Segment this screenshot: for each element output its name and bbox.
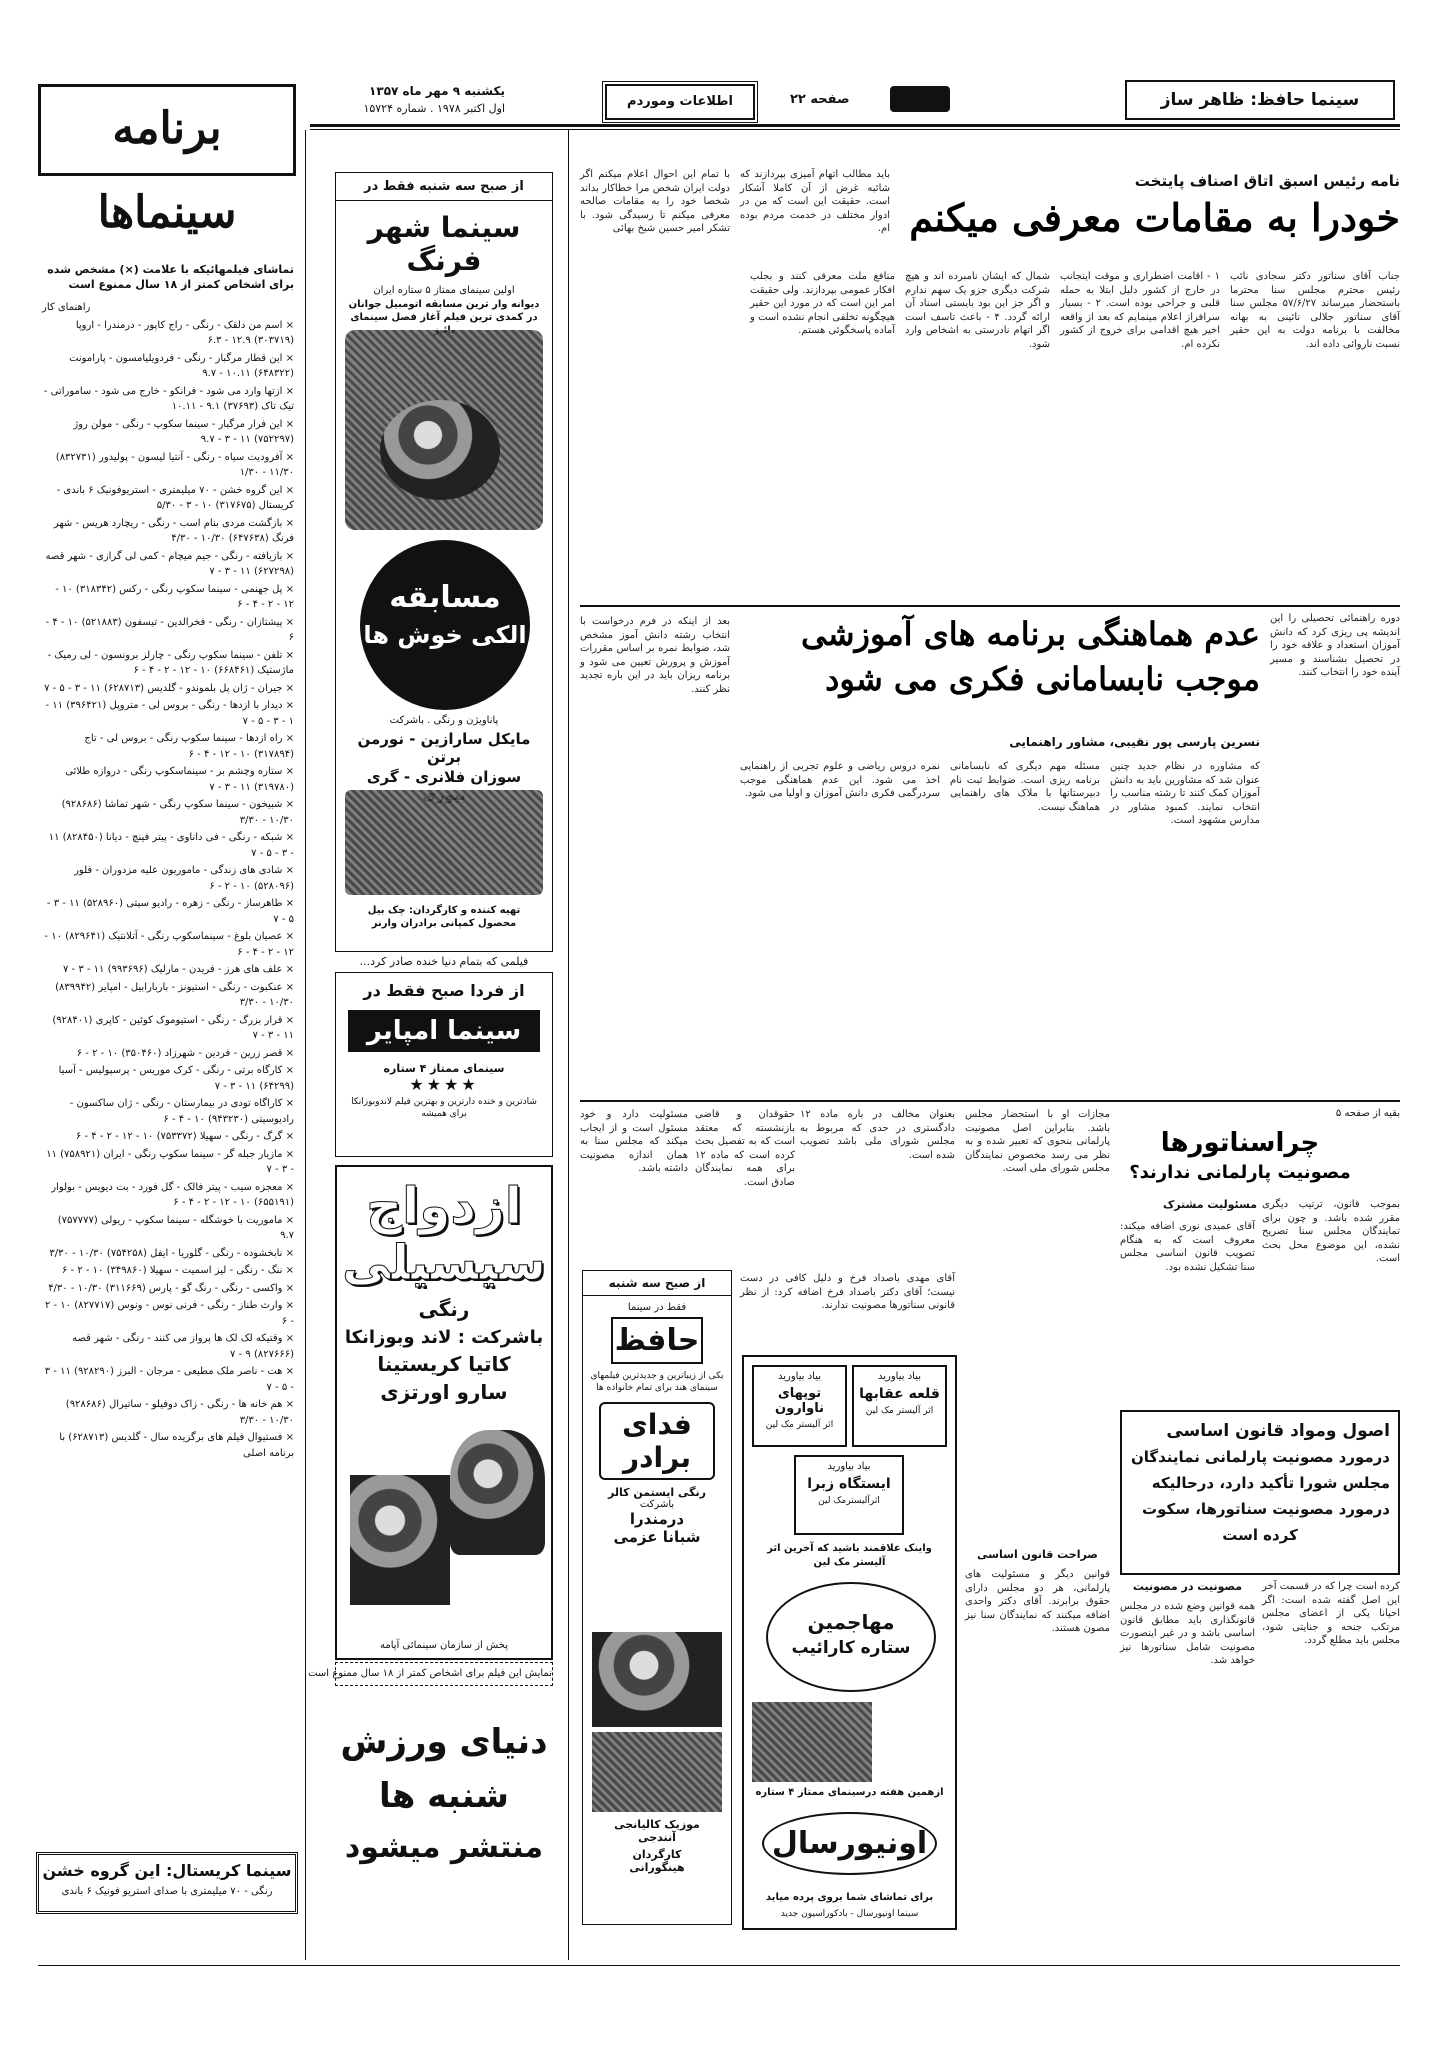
listing-item: × قرار بزرگ - رنگی - استیوموک کوئین - کاپری (۹۲۸۴۰۱) ۱۱ - ۳ - ۷ [52, 1014, 294, 1041]
hafez-title-1: فدای [622, 1408, 692, 1441]
article3-col-e: مجازات او با استحضار مجلس باشد. بنابراین اصل مصونیت پارلمانی بنحوی که تعبیر شده و به نظر می رسد مخصوص نمایندگان مجلس شورای ملی است. [965, 1109, 1110, 1174]
shahr-title-2: الکی خوش ها [363, 621, 527, 649]
crystal-title: سینما کریستال: این گروه خشن [42, 1861, 292, 1880]
hafez-credits [592, 1818, 722, 1874]
article2-col-2: که مشاوره در نظام جدید چنین عنوان شد که مشاورین باید به دانش آموزان کمک کنند تا رشته مناسب را انتخاب نمایند. کمبود مشاور در مدارس مشهود است. [1110, 761, 1260, 826]
uni-title-badge [766, 1582, 936, 1692]
listing-item: × بازگشت مردی بنام اسب - رنگی - ریچارد هریس - شهر فرنگ (۶۴۷۶۳۸) ۱۰/۳۰ - ۴/۳۰ [53, 517, 294, 544]
uni-week: ازهمین هفته درسینمای ممتاز ۴ ستاره [755, 1787, 944, 1798]
marriage-cast-1: باشرکت : لاند وبوزانکا [344, 1327, 544, 1348]
article2-title-2: موجب نابسامانی فکری می شود [825, 660, 1260, 698]
uni-title-1: مهاجمین [807, 1610, 895, 1634]
distrib-line: پخش از سازمان سینمائی آپامه [380, 1640, 508, 1651]
uni-strip: واینک علاقمند باشید که آخرین اثر آلیستر مک لین [767, 1543, 932, 1568]
uni-foot: برای تماشای شما بروی پرده میاید [765, 1892, 934, 1903]
uni-photo [752, 1702, 872, 1782]
hafez-title-2: برادر [622, 1441, 692, 1474]
article3-col-c: کرده است چرا که در قسمت آخر این اصل گفته شده است: اگر احیانا یکی از اعضای مجلس مرتکب جنحه و جنایتی شود، مجلس باید مطلع گردد. [1262, 1581, 1400, 1646]
crystal-box [36, 1852, 298, 1914]
hafez-music2: آنندجی [638, 1831, 676, 1844]
article1-title: خودرا به مقامات معرفی میکنم [909, 195, 1400, 240]
article2-title-1: عدم هماهنگی برنامه های آموزشی [801, 615, 1260, 653]
hafez-cinema: حافظ [611, 1317, 703, 1364]
marriage-photo-2 [450, 1430, 545, 1555]
marriage-type: رنگی [418, 1297, 470, 1321]
sports-line-1: دنیای ورزش [340, 1722, 548, 1762]
listing-item: × این فرار مرگبار - سینما سکوپ - رنگی - مولن روژ (۷۵۲۲۹۷) ۱۱ - ۳ - ۹.۷ [73, 418, 294, 445]
ad-sports [335, 1700, 553, 1920]
uni-box-1 [852, 1365, 947, 1447]
header-paper-box [605, 84, 755, 120]
shahr-prod [345, 905, 543, 929]
page-number: صفحه ۲۲ [790, 92, 850, 107]
article3-sub: بقیه از صفحه ۵ [1335, 1108, 1400, 1119]
sports-line-3: منتشر میشود [344, 1830, 544, 1865]
article3-quote-box [1120, 1410, 1400, 1575]
listing-item: × دیدار با ازدها - رنگی - بروس لی - متروپل (۳۹۶۴۲۱) ۱۱ - ۱ - ۳ - ۵ - ۷ [45, 700, 294, 727]
quote-line-1: اصول ومواد قانون اساسی [1166, 1421, 1390, 1441]
article1-col-4: منافع ملت معرفی کنند و بجلب افکار عمومی بپردازند. ولی حقیقت امر این است که در مورد این حقیر هیچگونه تخلفی انجام نشده است و آماده پاسخگوئی هستم. [750, 271, 895, 336]
header-logo [890, 86, 950, 112]
listing-item: × وارث طناز - رنگی - فرنی نوس - ونوس (۸۲۷۷۱۷) ۱۰ - ۲ - ۶ [44, 1300, 294, 1327]
listings-masthead [38, 84, 296, 238]
listing-item: × شبکه - رنگی - فی داناوی - پیتر فینچ - دیانا (۸۲۸۴۵۰) ۱۱ - ۳ - ۵ - ۷ [48, 832, 294, 859]
uni-box-2 [752, 1365, 847, 1447]
listings-list [42, 300, 294, 1835]
shahr-credits-1: پاناویژن و رنگی . باشرکت [389, 715, 499, 726]
ads-divider [568, 130, 569, 1960]
shahr-title-1: مسابقه [389, 580, 501, 615]
crystal-desc: رنگی - ۷۰ میلیمتری با صدای استریو فونیک ۶ باندی [61, 1886, 273, 1897]
marriage-title-2: سیسیلی [342, 1235, 546, 1291]
listing-item: × ستاره وچشم بر - سینماسکوپ رنگی - دروازه طلائی (۳۱۹۷۸۰) ۱۱ - ۳ - ۷ [65, 766, 294, 793]
listing-item: × هت - ناصر ملک مطیعی - مرجان - البرز (۹۲۸۲۹۰) ۱۱ - ۳ - ۵ - ۷ [44, 1366, 294, 1393]
hafez-director: کارگردان [632, 1848, 682, 1861]
marriage-cast-2: کاتیا کریستینا [377, 1352, 511, 1376]
shahr-prod-2: محصول کمپانی برادران وارنر [371, 918, 517, 929]
shahr-credits-3: سوزان فلانری - گری [366, 768, 522, 786]
shahr-top: از صبح سه شنبه فقط در [336, 173, 552, 201]
empire-top-line: فیلمی که بتمام دنیا خنده صادر کرد... [359, 955, 529, 968]
listing-item: × معجزه سیب - پیتر فالک - گل فورد - بت دیویس - بولوار (۶۵۵۱۹۱) ۱۰ - ۱۲ - ۲ - ۴ - ۶ [51, 1181, 294, 1208]
listing-item: × پل جهنمی - سینما سکوپ رنگی - رکس (۳۱۸۳۴۲) ۱۰ - ۱۲ - ۲ - ۴ - ۶ [55, 583, 294, 610]
article3-col-j: آقای مهدی باصداد فرخ و دلیل کافی در دست نیست؛ آقای دکتر باصداد فرخ اضافه کرد: از نظر قانونی سناتورها مصونیت ندارند. [740, 1273, 955, 1311]
quote-line-4: درمورد مصونیت سناتورها، سکوت [1142, 1500, 1390, 1518]
hafez-top2: فقط در سینما [627, 1302, 687, 1313]
article3-col-d: همه قوانین وضع شده در مجلس قانونگذاری باید مطابق قانون اساسی باشد و در غیر اینصورت مصونیت شامل سناتورها نیز خواهد شد. [1120, 1601, 1255, 1666]
notice-box [308, 1662, 553, 1686]
article3-col-i: مسئولیت دارد و خود مسئول است و از ایجاب میکند که مجلس سنا به همان اندازه مصونیت داشته باشد. [580, 1109, 688, 1174]
hafez-music: موزیک کالیانجی [614, 1818, 700, 1831]
empire-top-2: از فردا صبح فقط در [363, 981, 525, 1000]
hafez-desc: یکی از زیباترین و جدیدترین فیلمهای سینمای هند برای تمام خانواده ها [590, 1371, 724, 1393]
shahr-desc: اولین سینمای ممتاز ۵ ستاره ایران [373, 285, 515, 296]
hafez-photo-1 [592, 1632, 722, 1727]
article3-col-b: آقای عمیدی نوری اضافه میکند: معروف است که به هنگام تصویب قانون اساسی مجلس سنا تشکیل نشده بود. [1120, 1221, 1255, 1273]
listing-item: × کارگاه برتی - رنگی - کرک موریس - پرسپولیس - آسیا (۶۴۲۹۹) ۱۱ - ۳ - ۷ [58, 1065, 294, 1092]
listings-divider [305, 130, 306, 1960]
notice-text: نمایش این فیلم برای اشخاص کمتر از ۱۸ سال ممنوع است [308, 1668, 552, 1679]
listing-item: × مازیار جبله گر - سینما سکوپ رنگی - ایران (۷۵۸۹۲۱) ۱۱ - ۳ - ۷ [46, 1148, 294, 1175]
listing-item: × شبیخون - سینما سکوپ رنگی - شهر تماشا (۹۲۸۶۸۶) ۱۰/۳۰ - ۳/۳۰ [61, 799, 294, 826]
date-line-2: اول اکتبر ۱۹۷۸ . شماره ۱۵۷۲۴ [363, 102, 505, 115]
uni-a2c: اثر آلیستر مک لین [765, 1420, 834, 1430]
article1-col-3: شمال که ایشان نامبرده اند و هیچ شرکت دیگری جزو یک سهم ندارم و اگر جز این بود بایستی اسناد آن ارائه گردد. ۴ - باعث تاسف است اگر اتهام نادرستی به اشخاص وارد شود. [905, 271, 1050, 350]
hafez-title-box [599, 1402, 715, 1480]
listing-item: × وقتیکه لک لک ها پرواز می کنند - رنگی - شهر قصه (۸۲۷۶۶۶) ۹ - ۷ [72, 1333, 294, 1360]
uni-a3: بیاد بیاورید [827, 1461, 871, 1472]
article2-col-3: مسئله مهم دیگری که نابسامانی برنامه ریزی است. ضوابط ثبت نام دبیرستانها با ملاک های راهنمایی هماهنگ نیست. [950, 761, 1100, 813]
listing-item: × راه ازدها - سینما سکوپ رنگی - بروس لی - تاج (۳۱۷۸۹۴) ۱۰ - ۱۲ - ۴ - ۶ [84, 733, 294, 760]
shahr-desc2: دیوانه وار ترین مسابقه اتومبیل جوانان در کمدی ترین فیلم آغاز فصل سینمای [348, 299, 540, 323]
listing-item: × کاراگاه تودی در بیمارستان - رنگی - ژان ساکسون - رادیوسیتی (۹۴۳۲۳۰) ۱۰ - ۴ - ۶ [69, 1098, 294, 1125]
masthead-title: برنامه سینماها [97, 103, 237, 238]
listing-item: × ننگ - رنگی - لیز اسمیت - سهیلا (۳۴۹۸۶۰) ۱۰ - ۲ - ۶ [61, 1265, 294, 1276]
listing-item: × ماموریت با خوشگله - سینما سکوپ - ریولی (۷۵۷۷۷۷) ۹.۷ [57, 1214, 294, 1241]
shahr-photo-3 [345, 790, 543, 895]
article1-col-2: ۱ - اقامت اضطراری و موقت اینجانب در خارج از کشور دلیل ابتلا به حمله قلبی و جراحی بوده است. ۲ - بسیار سرافراز اعلام مینمایم که بعد از واقعه اخیر هیچ اقدامی برای خروج از کشور نکرده ام. [1060, 271, 1220, 350]
ad-universal [742, 1355, 957, 1930]
bottom-rule [38, 1965, 1400, 1966]
uni-title-2: ستاره کارائیب [791, 1638, 911, 1658]
listing-item: × اسم من دلقک - رنگی - راج کاپور - درمندرا - اروپا (۳۰۳۷۱۹) ۱۲.۹ - ۶.۳ [75, 319, 294, 346]
shahr-prod-1: تهیه کننده و کارگردان: چک بیل [367, 905, 521, 916]
article1-kicker: نامه رئیس اسبق اتاق اصناف پایتخت [1134, 172, 1400, 190]
article1-col-5: باید مطالب اتهام آمیزی بپردازند که شائبه غرض از آن کاملا آشکار است. حقیقت این است که من در ادوار مختلف در خدمت مردم بوده ام. [740, 169, 890, 234]
listing-item: × آفرودیت سیاه - رنگی - آنتیا لیسون - پولیدور (۸۳۲۷۳۱) ۱۱/۳۰ - ۱/۳۰ [55, 451, 294, 478]
listing-item: × بازیافته - رنگی - جیم میچام - کمی لی گرازی - شهر قصه (۶۲۷۲۹۸) ۱۱ - ۳ - ۷ [45, 550, 294, 577]
empire-desc2: شادترین و خنده دارترین و بهترین فیلم لاندوبوزانکا برای همیشه [351, 1097, 537, 1119]
listing-item: × طاهرساز - رنگی - زهره - رادیو سیتی (۵۲۸۹۶۰) ۱۱ - ۳ - ۵ - ۷ [46, 898, 294, 925]
uni-box-3 [794, 1455, 904, 1535]
quote-line-3: مجلس شورا تأکید دارد، درحالیکه [1151, 1474, 1390, 1492]
header-rule-thin [310, 129, 1400, 130]
hafez-cast-2: درمندرا [629, 1510, 685, 1528]
hafez-cast-3: شبانا عزمی [613, 1528, 701, 1546]
shahr-credits-2: مایکل سارازین - نورمن برتن [357, 730, 531, 766]
listing-item: × این گروه خشن - ۷۰ میلیمتری - استریوفونیک ۶ باندی - کریستال (۳۱۷۶۷۵) ۱۰ - ۳ - ۵/۳۰ [56, 484, 294, 511]
quote-line-5: کرده است [1222, 1526, 1298, 1544]
hafez-top: از صبح سه شنبه [583, 1271, 731, 1296]
uni-a1b: قلعه عقابها [859, 1386, 940, 1402]
hafez-cast-1: باشرکت [639, 1499, 675, 1510]
uni-a3c: اثرآلیسترمک لین [818, 1496, 880, 1506]
article3-title-2: مصونیت پارلمانی ندارند؟ [1129, 1162, 1351, 1183]
listing-item: × این قطار مرگبار - رنگی - فردویلیامسون - پارامونت (۶۴۸۳۲۲) ۱۰.۱۱ - ۹.۷ [69, 352, 294, 379]
listing-item: × قصر زرین - فردین - شهرزاد (۳۵۰۴۶۰) ۱۰ - ۲ - ۶ [76, 1047, 294, 1059]
listing-item: راهنمای کار [42, 302, 91, 313]
quote-line-2: درمورد مصونیت پارلمانی نمایندگان [1130, 1448, 1390, 1466]
listing-item: × عصیان بلوغ - سینماسکوپ رنگی - آتلانتیک (۸۲۹۶۴۱) ۱۰ - ۱۲ - ۲ - ۴ - ۶ [44, 931, 294, 958]
article1-rule [580, 605, 1400, 607]
listing-item: × گرگ - رنگی - سهیلا (۷۵۳۳۷۲) ۱۰ - ۱۲ - ۲ - ۴ - ۶ [75, 1131, 294, 1142]
article2-col-4: نمره دروس ریاضی و علوم تجربی از راهنمایی اخذ می شود. این عدم هماهنگی موجب سردرگمی فکری دانش آموزان و اولیا می شود. [740, 761, 940, 799]
ad-empire [335, 972, 553, 1157]
article2-col-1: دوره راهنمائی تحصیلی را این اندیشه پی ریزی کرد که دانش آموزان استعداد و علاقه خود را در تحصیل بشناسند و مسیر آینده خود را انتخاب کنند. [1270, 613, 1400, 678]
header-rule [310, 124, 1400, 127]
article3-col-g: بعنوان مخالف در باره ماده ۱۲ دادگستری در حدی که مربوط به مجلس شورای ملی باشد تصویب شده است. [800, 1109, 955, 1161]
article1-col-1: جناب آقای سناتور دکتر سجادی نائب رئیس محترم مجلس سنا محترما باستحضار میرساند ۵۷/۶/۲۷ مجلس سنا آقای سناتور جلالی نائینی به بهانه مخالفت با برنامه دولت به این حقیر نسبت ناروائی داده اند. [1230, 271, 1401, 350]
article3-sub2: مسئولیت مشترک [1162, 1198, 1258, 1211]
article2-col-5: بعد از اینکه در فرم درخواست با انتخاب رشته دانش آموز مشخص شد، ضوابط نمره بر اساس مقررات آموزش و پرورش تعیین می شود و برنامه ریزان باید در این باره تجدید نظر کنند. [580, 616, 730, 695]
shahr-badge [360, 540, 530, 710]
uni-a1c: اثر آلیستر مک لین [865, 1406, 934, 1416]
listing-item: × جیران - ژان پل بلموندو - گلدیس (۶۲۸۷۱۳) ۱۱ - ۳ - ۵ - ۷ [44, 682, 294, 694]
article3-col-f: قوانین دیگر و مسئولیت های پارلمانی، هر دو مجلس دارای حقوق برابرند. آقای دکتر واحدی اضافه میکنند که نمایندگان سنا نیز مصون هستند. [965, 1569, 1110, 1634]
sports-line-2: شنبه ها [379, 1776, 509, 1816]
listing-item: × عنکبوت - رنگی - استیونز - باربارابیل - امپایر (۸۳۹۹۴۲) ۱۰/۳۰ - ۳/۳۰ [55, 981, 294, 1008]
listing-item: × واکسی - رنگی - رنگ گو - پارس (۳۱۱۶۶۹) ۱۰/۳۰ - ۴/۳۰ [48, 1282, 294, 1294]
header-cinema-label: سینما حافظ: ظاهر ساز [1160, 90, 1360, 110]
marriage-cast-3: سارو اورتزی [380, 1380, 508, 1404]
empire-desc: سینمای ممتاز ۴ ستاره [383, 1062, 505, 1075]
article3-title-1: چراسناتورها [1160, 1128, 1320, 1158]
listing-item: × شادی های زندگی - ماموریون علیه مزدوران - فلور (۵۲۸۰۹۶) ۱۰ - ۲ - ۶ [74, 865, 294, 892]
hafez-director2: هینگورانی [629, 1861, 685, 1874]
uni-cinema: اونیورسال [762, 1812, 937, 1875]
article2-byline: نسرین پارسی پور نقیبی، مشاور راهنمایی [1009, 735, 1260, 749]
article2-rule [580, 1100, 1400, 1102]
listing-item: × نابخشوده - رنگی - گلوریا - ایفل (۷۵۴۲۵۸) ۱۰/۳۰ - ۳/۳۰ [49, 1247, 294, 1259]
uni-foot2: سینما اونیورسال - بادکوراسیون جدید [780, 1909, 919, 1919]
listing-item: × ازتها وارد می شود - فرانکو - خارج می شود - ساموراتی - تیک تاک (۳۷۶۹۳) ۹.۱ - ۱۰.۱۱ [43, 385, 294, 412]
listing-item: × پیشتازان - رنگی - فخرالدین - تیسفون (۵۲۱۸۸۳) ۱۰ - ۴ - ۶ [45, 616, 294, 643]
shahr-cinema: سینما شهر فرنگ [367, 211, 521, 277]
marriage-photo-1 [350, 1475, 450, 1605]
uni-a2: بیاد بیاورید [777, 1371, 822, 1382]
date-line-1: یکشنبه ۹ مهر ماه ۱۳۵۷ [369, 84, 505, 98]
shahr-photo-2 [380, 400, 500, 500]
hafez-type: رنگی ایستمن کالر [607, 1486, 706, 1499]
uni-a3b: ایستگاه زبرا [807, 1476, 891, 1492]
article3-sub4: مصونیت در مصونیت [1132, 1580, 1243, 1593]
header-paper-label: اطلاعات وموردم [627, 94, 733, 109]
listing-item: × علف های هرز - فریدن - مارلیک (۹۹۳۶۹۶) ۱۱ - ۳ - ۷ [62, 964, 294, 975]
uni-a1: بیاد بیاورید [877, 1371, 922, 1382]
article3-col-a: بموجب قانون، ترتیب دیگری مقرر شده باشد. و چون برای تمایندگان مجلس سنا تصریح نشده، این موضوع محل بحث است. [1262, 1199, 1400, 1264]
empire-cinema: سینما امپایر [348, 1010, 540, 1052]
article3-col-h: حقوقدان و قاضی بازنشسته که معتقد است که به تفصیل بحث کرده است که ماده ۱۲ برای همه نمایندگان صادق است. [695, 1109, 795, 1188]
uni-a2b: توپهای ناوارون [775, 1386, 824, 1416]
listing-item: × فستیوال فیلم های برگزیده سال - گلدیس (۶۲۸۷۱۳) با برنامه اصلی [59, 1432, 294, 1459]
article3-sub3: صراحت قانون اساسی [977, 1548, 1098, 1561]
hafez-photo-2 [592, 1732, 722, 1812]
marriage-title-1: ازدواج [366, 1177, 522, 1235]
header-cinema-box [1125, 80, 1395, 120]
listings-intro: تماشای فیلمهائیکه با علامت (×) مشخص شده برای اشخاص کمتر از ۱۸ سال ممنوع است [47, 263, 294, 291]
article1-col-6: با تمام این احوال اعلام میکنم اگر دولت ایران شخص مرا خطاکار بداند شخصا خود را به مقامات صالحه معرفی میکنم تا رسیدگی شود. با تشکر امیر حسین شیخ بهائی [580, 169, 730, 234]
empire-stars: ★★★★ [409, 1075, 479, 1094]
listing-item: × هم خانه ها - رنگی - زاک دوفیلو - ساتیرال (۹۲۸۶۸۶) ۱۰/۳۰ - ۳/۳۰ [65, 1399, 294, 1426]
listing-item: × تلفن - سینما سکوپ رنگی - چارلز برونسون - لی رمیک - ماژستیک (۶۶۸۴۶۱) ۱۰ - ۱۲ - ۲ - ۴ - ۶ [47, 649, 294, 676]
